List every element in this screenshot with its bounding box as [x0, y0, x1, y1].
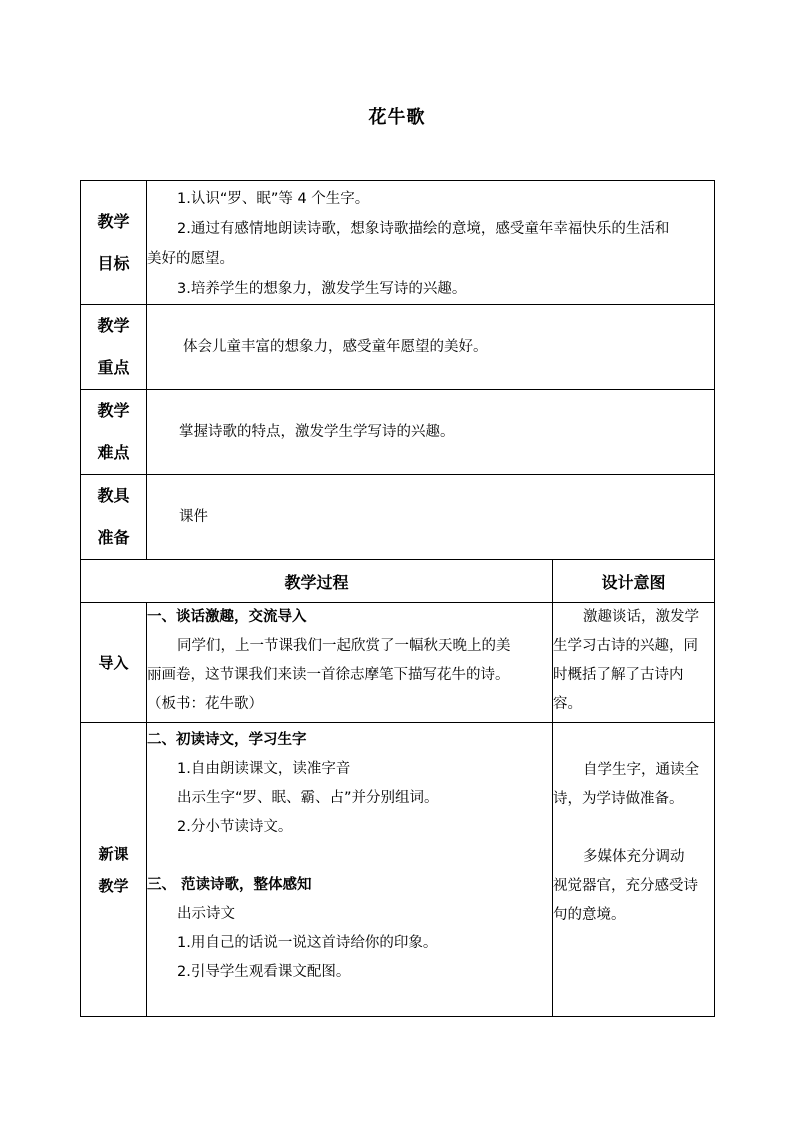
new-lesson-label-1: 新课 — [98, 844, 129, 863]
intro-para-c: （板书：花牛歌） — [147, 696, 263, 712]
objectives-label-2: 目标 — [97, 253, 130, 273]
materials-label-2: 准备 — [97, 528, 130, 547]
intro-content — [147, 603, 553, 723]
new-lesson-design-1b: 诗，为学诗做准备。 — [553, 791, 684, 807]
objectives-label — [81, 181, 147, 305]
design-header: 设计意图 — [553, 560, 715, 603]
section-2-item-1b: 出示生字“罗、眠、霸、占”并分别组词。 — [177, 790, 439, 806]
materials-content — [147, 475, 715, 560]
objective-2a: 2.通过有感情地朗读诗歌，想象诗歌描绘的意境，感受童年幸福快乐的生活和 — [177, 221, 670, 237]
section-3-item-0: 出示诗文 — [177, 906, 235, 922]
new-lesson-content — [147, 723, 553, 1017]
new-lesson-label-2: 教学 — [98, 876, 129, 895]
new-lesson-design — [553, 723, 715, 1017]
intro-design-a: 激趣谈话，激发学 — [583, 609, 699, 625]
intro-design-b: 生学习古诗的兴趣，同 — [553, 638, 698, 654]
lesson-plan-table — [80, 180, 715, 1017]
difficulties-label — [81, 390, 147, 475]
key-points-row — [81, 305, 715, 390]
new-lesson-row — [81, 723, 715, 1017]
new-lesson-design-2b: 视觉器官，充分感受诗 — [553, 878, 698, 894]
objectives-content — [147, 181, 715, 305]
key-points-label-2: 重点 — [97, 358, 130, 377]
materials-label-1: 教具 — [97, 486, 130, 505]
section-3-heading: 三、 范读诗歌，整体感知 — [147, 877, 312, 893]
difficulties-row — [81, 390, 715, 475]
process-header-row — [81, 560, 715, 603]
objective-1: 1.认识“罗、眠”等 4 个生字。 — [177, 191, 370, 207]
new-lesson-design-2c: 句的意境。 — [553, 907, 626, 923]
intro-design-d: 容。 — [553, 696, 582, 712]
materials-text: 课件 — [179, 509, 208, 525]
intro-para-a: 同学们，上一节课我们一起欣赏了一幅秋天晚上的美 — [177, 638, 511, 654]
intro-para-b: 丽画卷，这节课我们来读一首徐志摩笔下描写花牛的诗。 — [147, 667, 510, 683]
section-2-heading: 二、初读诗文，学习生字 — [147, 732, 307, 748]
materials-label — [81, 475, 147, 560]
new-lesson-label — [81, 723, 147, 1017]
process-header: 教学过程 — [81, 560, 553, 603]
key-points-text: 体会儿童丰富的想象力，感受童年愿望的美好。 — [183, 339, 488, 355]
intro-heading: 一、谈话激趣，交流导入 — [147, 609, 307, 625]
new-lesson-design-2a: 多媒体充分调动 — [583, 849, 685, 865]
difficulties-text: 掌握诗歌的特点，激发学生学写诗的兴趣。 — [179, 424, 455, 440]
objective-2b: 美好的愿望。 — [147, 251, 234, 267]
difficulties-label-1: 教学 — [97, 401, 130, 420]
key-points-content — [147, 305, 715, 390]
objectives-row — [81, 181, 715, 305]
intro-row — [81, 603, 715, 723]
section-3-item-1: 1.用自己的话说一说这首诗给你的印象。 — [177, 935, 438, 951]
materials-row — [81, 475, 715, 560]
section-3-item-2: 2.引导学生观看课文配图。 — [177, 964, 351, 980]
difficulties-content — [147, 390, 715, 475]
objective-3: 3.培养学生的想象力，激发学生写诗的兴趣。 — [177, 281, 467, 297]
key-points-label — [81, 305, 147, 390]
page-title: 花牛歌 — [368, 107, 426, 128]
section-2-item-2: 2.分小节读诗文。 — [177, 819, 293, 835]
difficulties-label-2: 难点 — [97, 443, 130, 462]
intro-design — [553, 603, 715, 723]
section-2-item-1: 1.自由朗读课文，读准字音 — [177, 761, 351, 777]
intro-design-c: 时概括了解了古诗内 — [553, 667, 684, 683]
key-points-label-1: 教学 — [97, 316, 130, 335]
intro-label: 导入 — [81, 603, 147, 723]
objectives-label-1: 教学 — [97, 211, 130, 231]
new-lesson-design-1a: 自学生字，通读全 — [583, 762, 699, 778]
